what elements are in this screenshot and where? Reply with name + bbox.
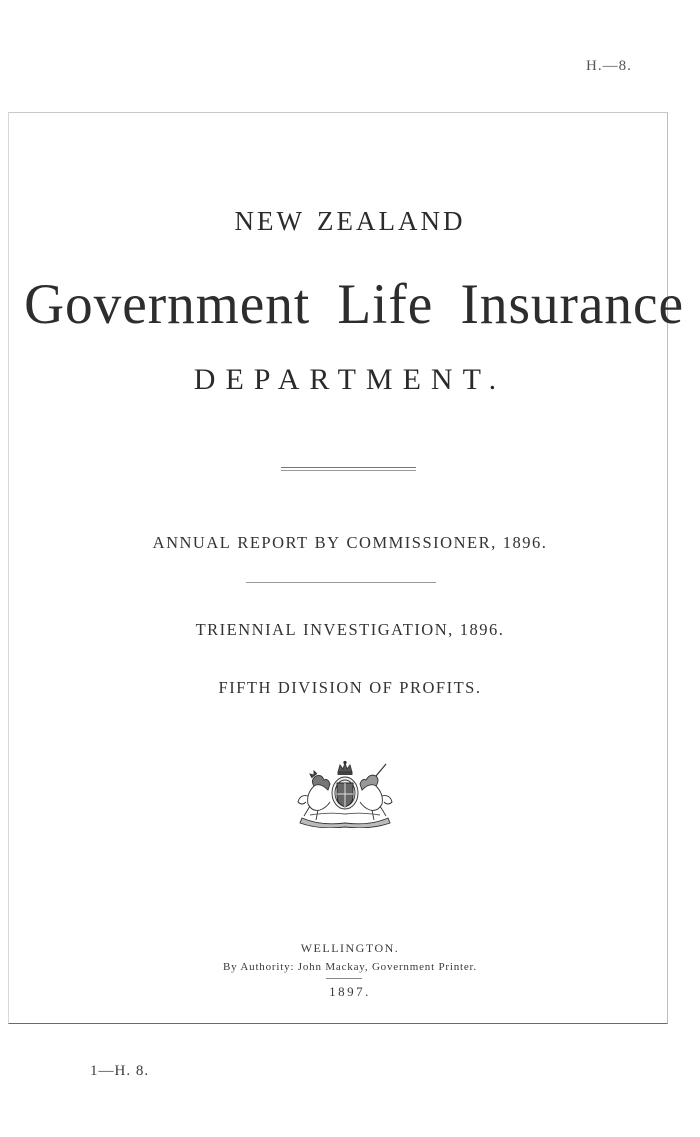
rule-divider (246, 582, 436, 583)
heading-word: PROFITS. (399, 678, 482, 697)
title-department: DEPARTMENT. (193, 363, 507, 396)
title-word: Government (24, 273, 311, 336)
fifth-division-heading (0, 678, 700, 698)
heading-word: 1896. (502, 533, 548, 552)
title-word: Life (337, 273, 434, 336)
heading-word: OF (369, 678, 394, 697)
heading-word: TRIENNIAL (195, 620, 298, 639)
triennial-investigation-heading (0, 620, 700, 640)
title-word: ZEALAND (317, 206, 466, 236)
title-new-zealand (0, 206, 700, 237)
heading-word: INVESTIGATION, (303, 620, 454, 639)
title-word: NEW (234, 206, 305, 236)
imprint-authority-line (0, 961, 700, 973)
royal-coat-of-arms-icon (290, 760, 400, 828)
annual-report-heading (0, 533, 700, 553)
double-rule-divider (281, 467, 416, 471)
imprint-city: WELLINGTON. (300, 941, 400, 955)
document-reference-top: H.—8. (586, 58, 632, 74)
imprint-by-authority: By Authority: (223, 961, 295, 973)
document-reference-bottom: 1—H. 8. (90, 1063, 150, 1079)
page-frame (8, 112, 668, 1024)
heading-word: 1896. (459, 620, 505, 639)
title-government-life-insurance (11, 272, 690, 337)
heading-word: FIFTH (218, 678, 272, 697)
imprint-printer: John Mackay, Government Printer. (297, 961, 477, 973)
heading-word: COMMISSIONER, (346, 533, 497, 552)
heading-word: REPORT (237, 533, 309, 552)
imprint-rule (326, 978, 362, 979)
heading-word: BY (314, 533, 341, 552)
heading-word: ANNUAL (152, 533, 232, 552)
heading-word: DIVISION (277, 678, 364, 697)
title-word: Insurance (460, 273, 685, 336)
imprint-year: 1897. (329, 984, 371, 999)
